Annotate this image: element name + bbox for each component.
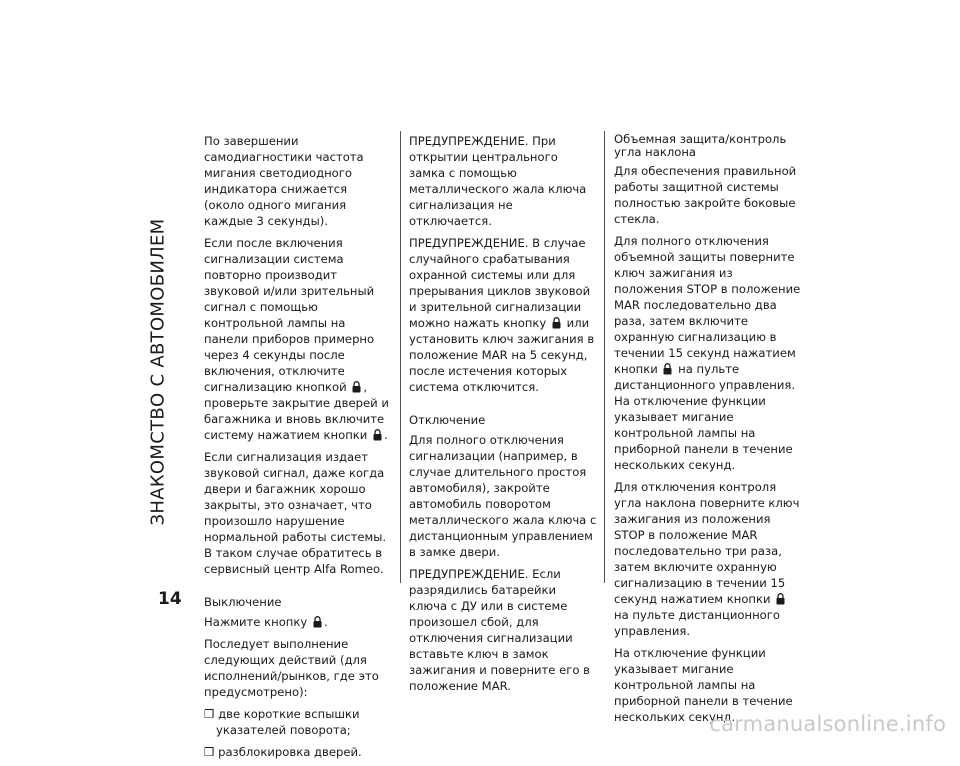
section-heading: Объемная защита/контроль угла наклона — [614, 132, 787, 159]
lock-icon — [313, 616, 322, 628]
paragraph: Если сигнализация издает звуковой сигнал, даже когда двери и багажник хорошо закрыты, это означает, что произошло нарушение нормальной работы системы. В таком случае обратитесь в сервисный центр Alfa Romeo. — [204, 450, 387, 576]
watermark: carmanualsonline.info — [709, 712, 946, 736]
column-divider — [400, 131, 401, 583]
list-item: ❒ две короткие вспышки указателей поворота; — [204, 707, 360, 737]
paragraph: ПРЕДУПРЕЖДЕНИЕ. При открытии центрального замка с помощью металлического жала ключа сигнализация не отключается. — [409, 134, 587, 228]
checkbox-bullet-icon: ❒ — [204, 745, 215, 759]
paragraph-text: . — [384, 428, 388, 442]
section-heading: Выключение — [204, 595, 282, 609]
section-heading: Отключение — [409, 413, 486, 427]
section-title: ЗНАКОМСТВО С АВТОМОБИЛЕМ — [147, 218, 169, 526]
lock-icon — [663, 363, 672, 375]
paragraph — [204, 235, 390, 443]
paragraph — [614, 479, 804, 639]
paragraph — [204, 614, 390, 630]
paragraph-text: , проверьте закрытие дверей и багажника и вновь включите систему нажатием кнопки — [204, 380, 389, 442]
paragraph-text: Нажмите кнопку — [204, 615, 308, 629]
lock-icon — [352, 381, 361, 393]
paragraph: На отключение функции указывает мигание контрольной лампы на приборной панели в течение нескольких секунд. — [614, 646, 793, 724]
lock-icon — [776, 593, 785, 605]
text-column-1 — [204, 133, 390, 766]
checkbox-bullet-icon: ❒ — [204, 707, 215, 721]
paragraph-text: Для полного отключения объемной защиты поверните ключ зажигания из положения STOP в положение MAR последовательно два раза, затем включите охранную сигнализацию в течении 15 секунд нажатием кнопки — [614, 234, 801, 376]
paragraph-text: ПРЕДУПРЕЖДЕНИЕ. В случае случайного срабатывания охранной системы или для прерывания циклов звуковой и зрительной сигнализации можно нажать кнопку — [409, 236, 591, 330]
paragraph-text: Для отключения контроля угла наклона поверните ключ зажигания из положения STOP в положение MAR последовательно три раза, затем включите охранную сигнализацию в течении 15 секунд нажатием кнопки — [614, 480, 800, 606]
paragraph-text: . — [323, 615, 328, 629]
paragraph: Для обеспечения правильной работы защитной системы полностью закройте боковые стекла. — [614, 164, 797, 226]
paragraph: ПРЕДУПРЕЖДЕНИЕ. Если разрядились батарейки ключа с ДУ или в системе произошел сбой, для отключения сигнализации вставьте ключ в замок зажигания и поверните его в положение MAR. — [409, 567, 590, 693]
paragraph — [614, 233, 804, 473]
list-item: ❒ разблокировка дверей. — [204, 745, 362, 759]
paragraph-text: на пульте дистанционного управления. — [614, 608, 780, 638]
page-number: 14 — [158, 589, 182, 609]
text-column-2 — [409, 133, 597, 700]
lock-icon — [373, 429, 382, 441]
paragraph-text: на пульте дистанционного управления. На отключение функции указывает мигание контрольной лампы на приборной панели в течение нескольких секунд. — [614, 362, 796, 472]
paragraph-text: или установить ключ зажигания в положение MAR на 5 секунд, после истечения которых система отключится. — [409, 316, 595, 394]
paragraph: По завершении самодиагностики частота мигания светодиодного индикатора снижается (около одного мигания каждые 3 секунды). — [204, 134, 364, 228]
paragraph: Для полного отключения сигнализации (например, в случае длительного простоя автомобиля), закройте автомобиль поворотом металлического жала ключа с дистанционным управлением в замке двери. — [409, 433, 597, 559]
text-column-3 — [614, 133, 804, 731]
column-divider — [604, 131, 605, 583]
paragraph — [409, 235, 597, 395]
paragraph: Последует выполнение следующих действий (для исполнений/рынков, где это предусмотрено): — [204, 637, 379, 699]
paragraph-text: Если после включения сигнализации система повторно производит звуковой и/или зрительный сигнал с помощью контрольной лампы на панели приборов примерно через 4 секунды после включения, отключите сигнализацию кнопкой — [204, 236, 375, 394]
lock-icon — [552, 317, 561, 329]
